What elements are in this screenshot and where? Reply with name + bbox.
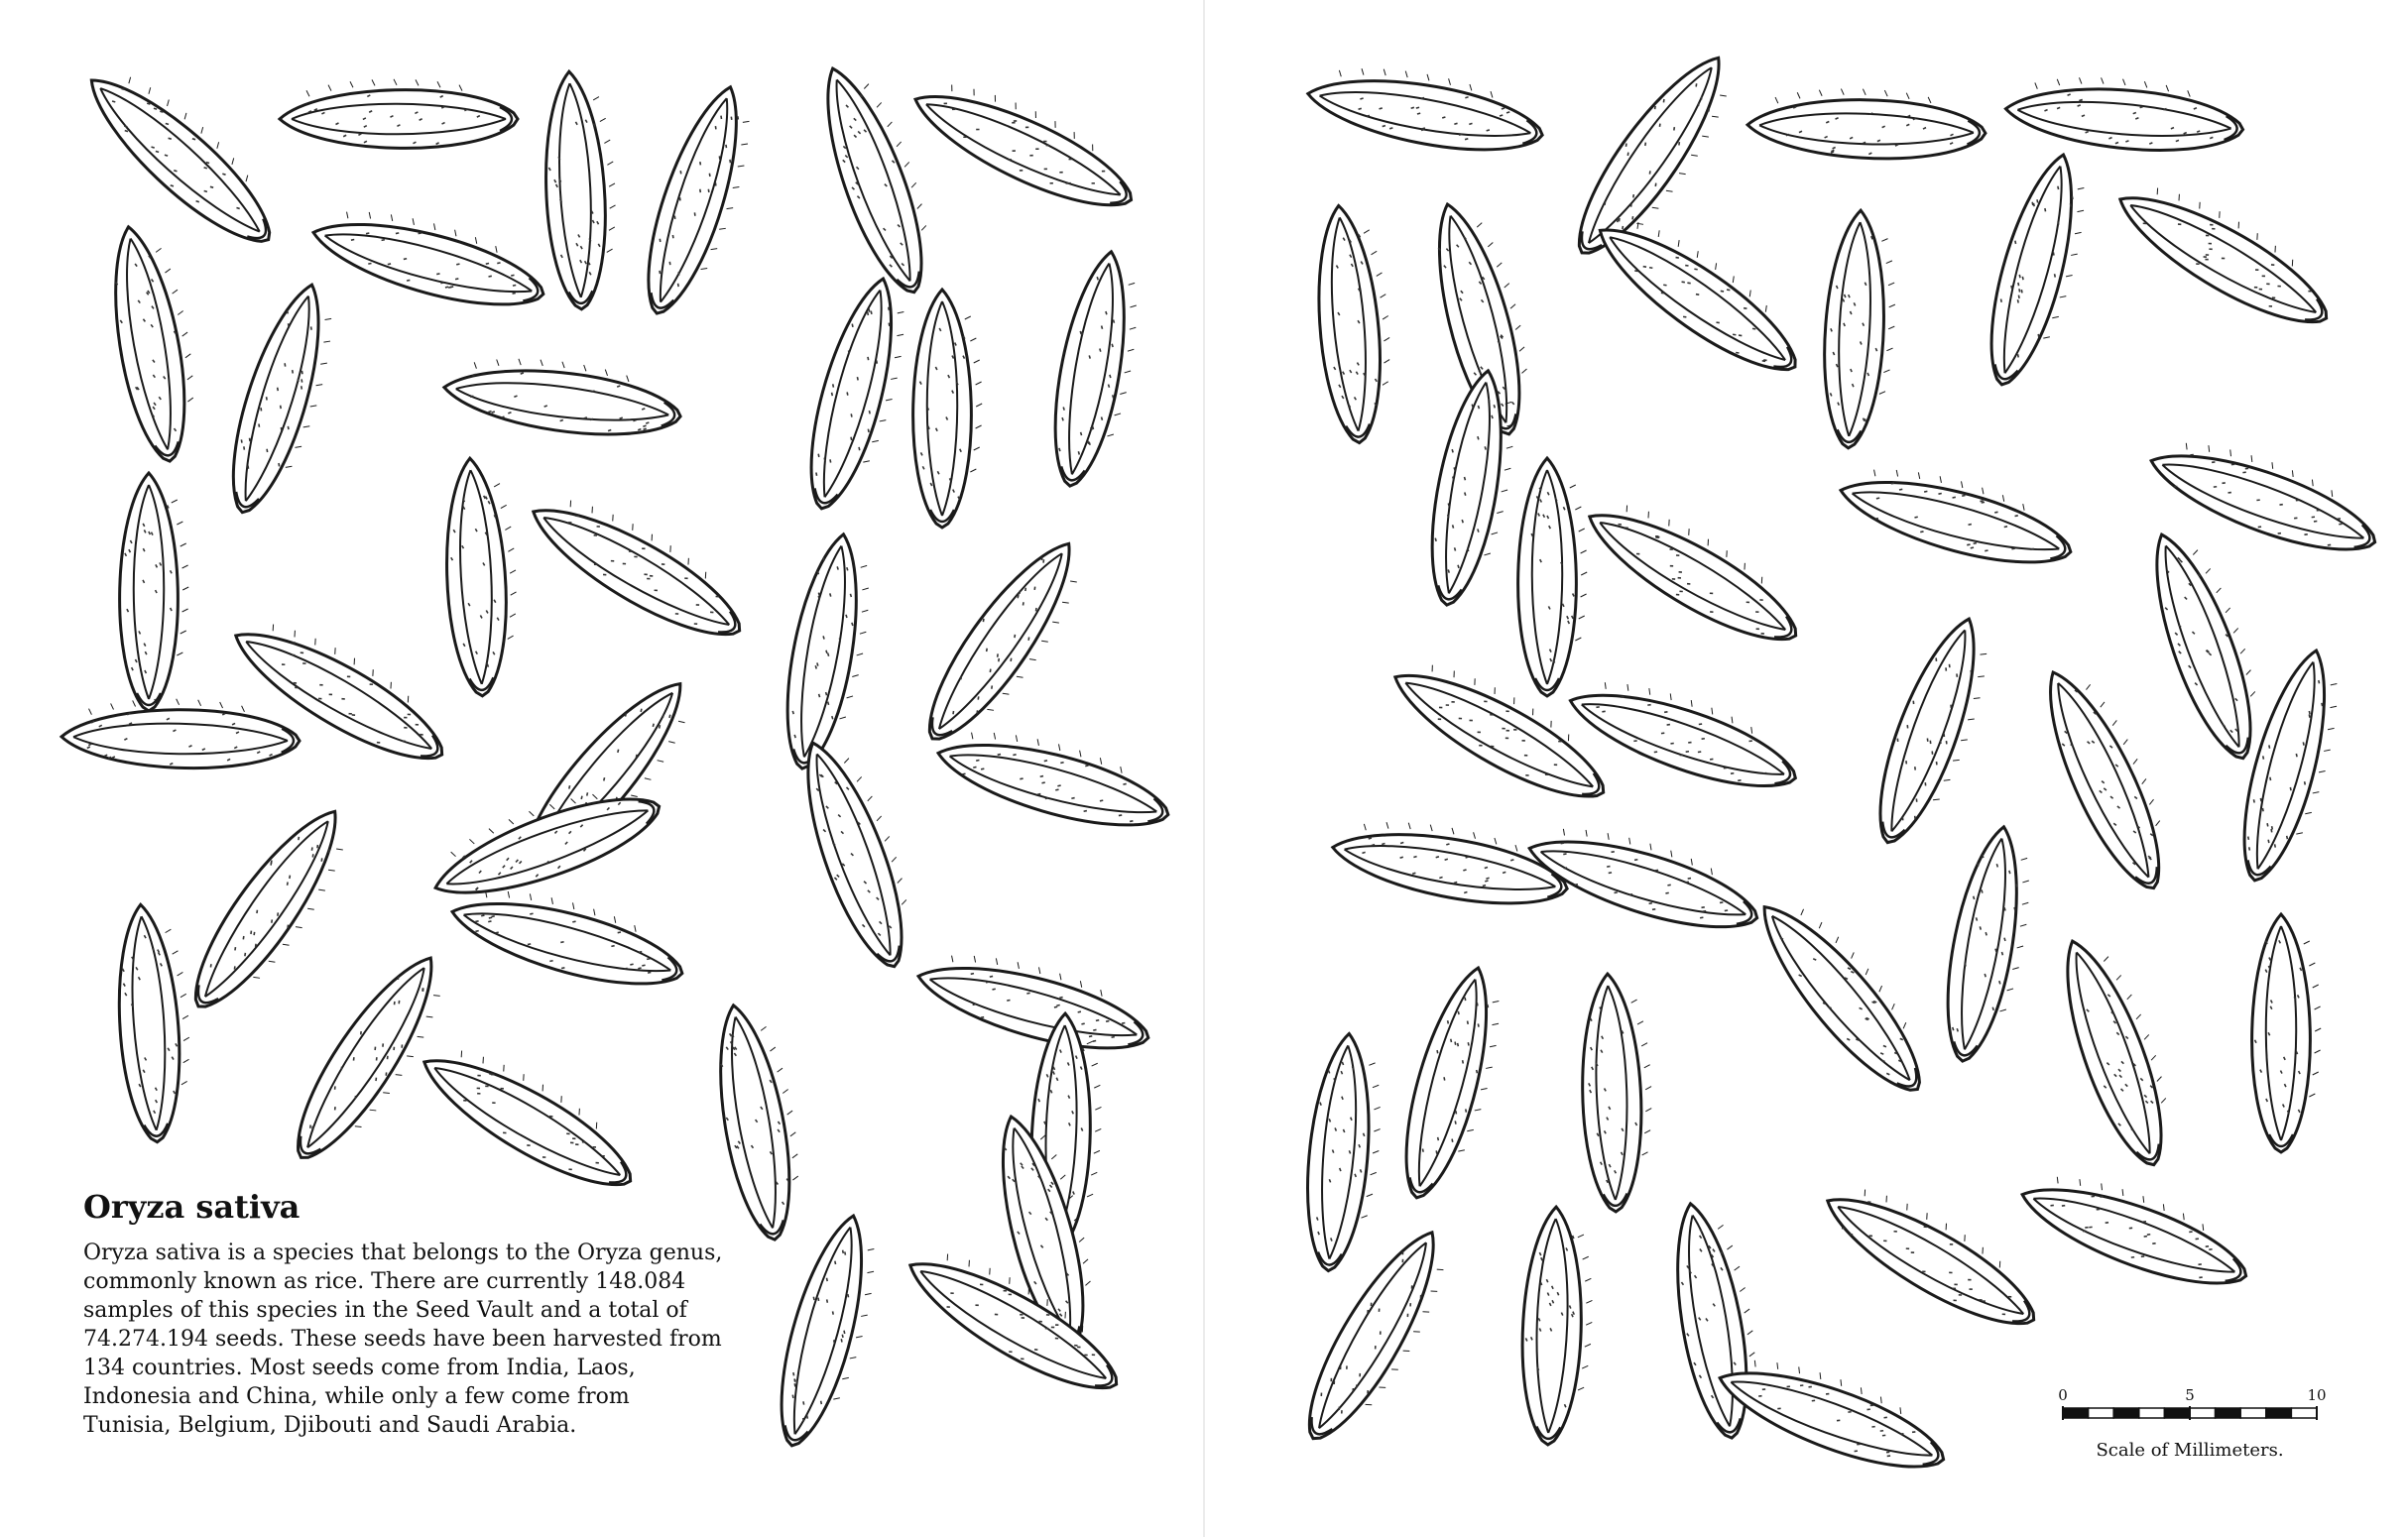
rice-seed xyxy=(1518,1206,1596,1446)
rice-seed xyxy=(785,729,931,976)
caption-line: samples of this species in the Seed Vault and a total of xyxy=(83,1298,687,1324)
scale-tick-label: 10 xyxy=(2307,1386,2327,1404)
rice-seed xyxy=(1934,822,2043,1068)
rice-seed xyxy=(1813,1166,2054,1345)
rice-seed xyxy=(1575,482,1816,660)
rice-seed xyxy=(1299,1031,1388,1274)
rice-seed xyxy=(280,79,518,149)
scale-segment xyxy=(2216,1408,2241,1418)
rice-seed xyxy=(72,51,296,261)
rice-seed xyxy=(2227,643,2354,890)
caption-line: 134 countries. Most seeds come from India, Laos, xyxy=(83,1356,636,1381)
rice-seed xyxy=(629,78,768,326)
scale-ruler xyxy=(2060,1406,2320,1432)
rice-seed xyxy=(1746,85,1987,163)
scale-bar xyxy=(2058,1386,2327,1466)
rice-seed xyxy=(421,768,668,914)
rice-seed xyxy=(175,794,368,1029)
caption-line: Oryza sativa is a species that belongs to the Oryza genus, xyxy=(83,1241,723,1266)
rice-seed xyxy=(2106,165,2347,343)
rice-seed xyxy=(2045,927,2191,1174)
scale-segment xyxy=(2266,1408,2292,1418)
rice-seed xyxy=(930,715,1178,843)
rice-seed xyxy=(2012,1157,2259,1303)
rice-seed xyxy=(2003,69,2246,159)
rice-seed xyxy=(1309,202,1398,445)
rice-seed xyxy=(410,1027,651,1206)
page-gutter xyxy=(1203,0,1205,1537)
rice-seed xyxy=(1974,147,2102,395)
rice-seed xyxy=(908,527,1102,762)
scale-title: Scale of Millimeters. xyxy=(2096,1440,2284,1461)
caption-line: Indonesia and China, while only a few come from xyxy=(83,1384,630,1410)
rice-seed xyxy=(61,697,301,770)
rice-seed xyxy=(1382,643,1624,818)
rice-seed xyxy=(214,277,350,525)
rice-seed xyxy=(705,999,814,1244)
rice-seed xyxy=(910,938,1158,1066)
species-caption xyxy=(83,1188,723,1440)
scale-segment xyxy=(2291,1408,2317,1418)
rice-seed xyxy=(913,290,983,528)
rice-seed xyxy=(1388,960,1516,1208)
caption-line: 74.274.194 seeds. These seeds have been harvested from xyxy=(83,1327,722,1353)
scale-segment xyxy=(2190,1408,2216,1418)
rice-seed xyxy=(764,1208,892,1456)
rice-seed xyxy=(1303,55,1549,164)
rice-seed xyxy=(2134,521,2280,768)
rice-seed xyxy=(440,348,685,445)
rice-seed xyxy=(1518,458,1588,696)
rice-seed xyxy=(1579,973,1656,1213)
scale-segment xyxy=(2113,1408,2139,1418)
caption-line: commonly known as rice. There are currently 148.084 xyxy=(83,1269,686,1295)
scale-segment xyxy=(2089,1408,2114,1418)
rice-seed xyxy=(540,69,621,310)
rice-seed xyxy=(1328,808,1574,917)
rice-seed xyxy=(100,220,209,466)
rice-seed xyxy=(111,901,196,1143)
scale-tick-label: 0 xyxy=(2058,1386,2068,1404)
rice-seed xyxy=(2027,655,2190,900)
rice-seed xyxy=(1833,452,2081,580)
rice-seed xyxy=(1041,247,1150,493)
rice-seed xyxy=(1743,882,1949,1109)
rice-seed xyxy=(805,55,951,301)
rice-seed xyxy=(2252,914,2322,1152)
rice-seed xyxy=(1819,209,1900,450)
scale-segment xyxy=(2164,1408,2190,1418)
rice-seed xyxy=(1288,1218,1467,1459)
rice-seed xyxy=(120,473,189,711)
scale-segment xyxy=(2240,1408,2266,1418)
scale-segment xyxy=(2139,1408,2165,1418)
rice-seed xyxy=(1418,366,1527,612)
caption-line: Tunisia, Belgium, Djibouti and Saudi Arabia. xyxy=(83,1413,577,1439)
scale-segment xyxy=(2063,1408,2089,1418)
rice-seed xyxy=(305,194,553,322)
rice-seed xyxy=(774,530,883,775)
species-title: Oryza sativa xyxy=(83,1188,301,1226)
rice-seed xyxy=(903,63,1148,226)
scale-tick-label: 5 xyxy=(2185,1386,2195,1404)
rice-seed xyxy=(896,1231,1137,1409)
rice-seed xyxy=(1861,609,2006,856)
rice-seed xyxy=(440,456,522,697)
rice-seed xyxy=(793,271,921,519)
rice-seed xyxy=(519,477,760,655)
